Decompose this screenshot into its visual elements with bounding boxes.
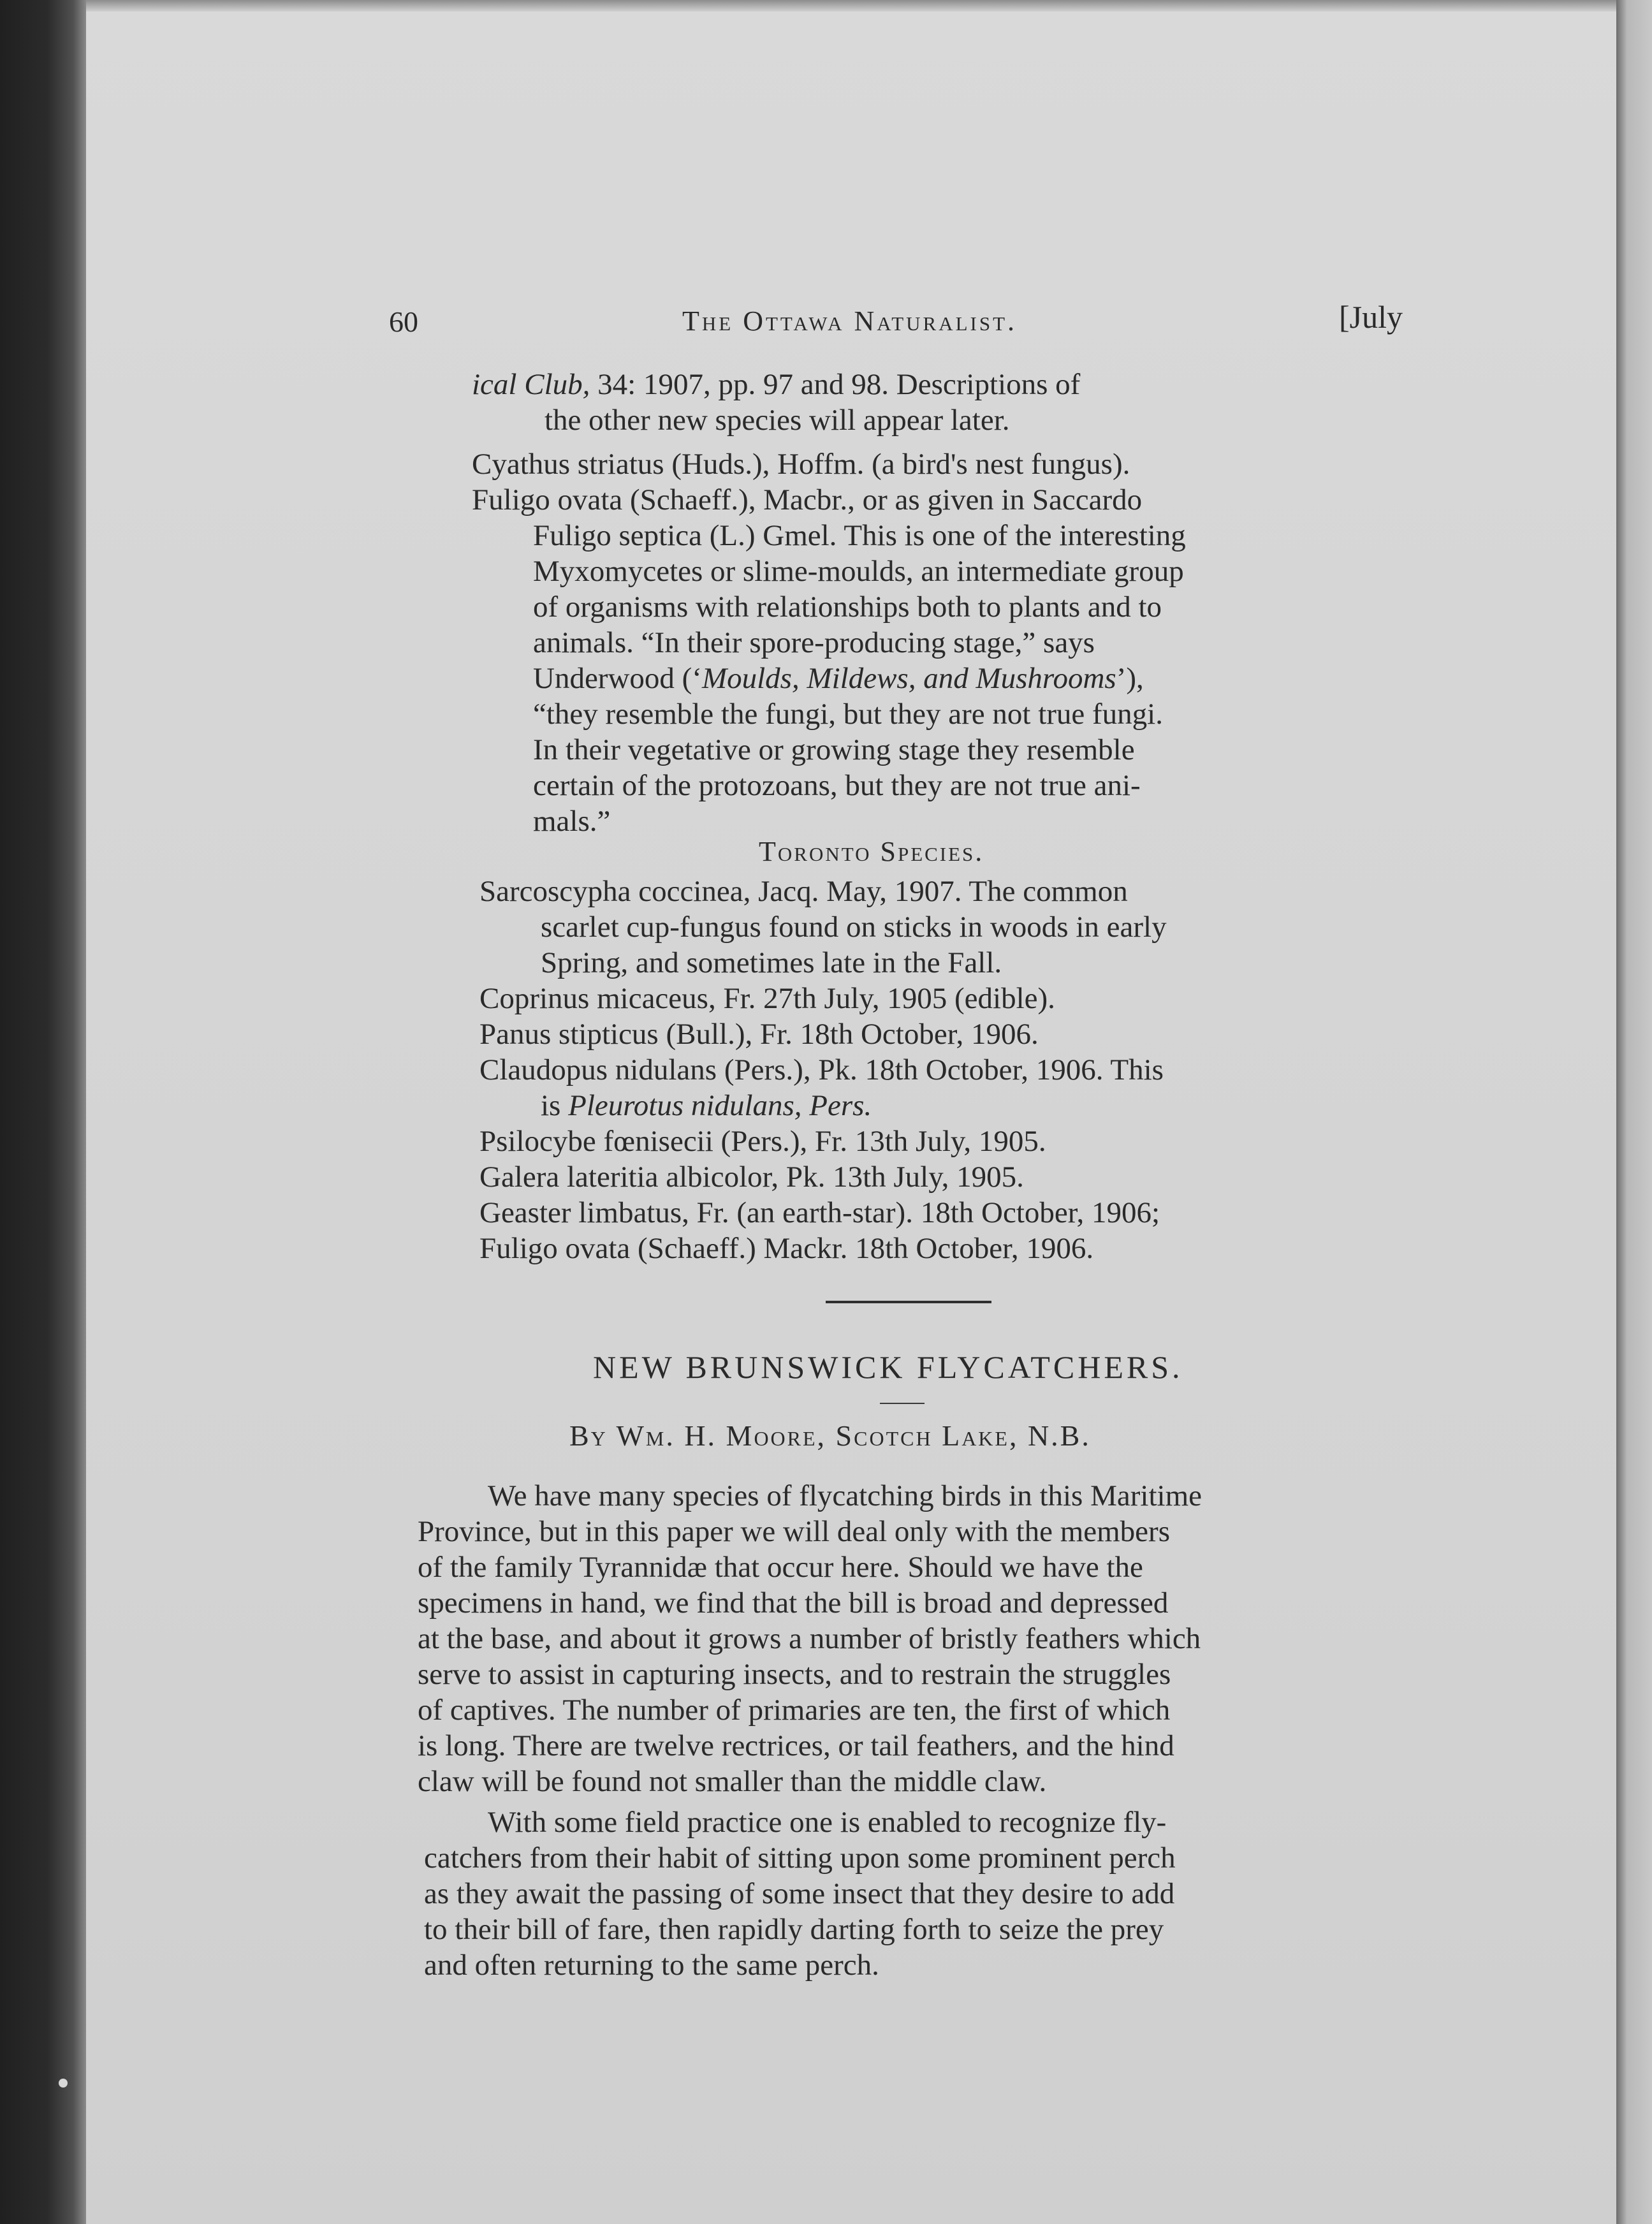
text-line: and often returning to the same perch.: [424, 1949, 879, 1982]
text-line: [479, 1088, 1167, 1123]
text-line: animals. “In their spore-producing stage,” says: [533, 626, 1095, 659]
species-entry-claudopus: Claudopus nidulans (Pers.), Pk. 18th October, 1906. This: [479, 1053, 1164, 1086]
text-line: With some field practice one is enabled to recognize fly-: [488, 1806, 1167, 1839]
text-line: mals.”: [533, 805, 611, 838]
text-line: is long. There are twelve rectrices, or tail feathers, and the hind: [418, 1729, 1174, 1762]
text-line: [472, 367, 1080, 402]
text-line: of organisms with relationships both to plants and to: [533, 590, 1162, 624]
article-byline: By Wm. H. Moore, Scotch Lake, N.B.: [569, 1419, 1091, 1452]
italic-text: Pleurotus nidulans, Pers.: [568, 1089, 872, 1122]
underwood-suffix: ’),: [1116, 662, 1144, 695]
issue-month: [July: [1339, 299, 1403, 335]
running-head: [389, 298, 1403, 337]
text-line: scarlet cup-fungus found on sticks in woods in early: [541, 911, 1167, 944]
species-entry-fuligo: Fuligo ovata (Schaeff.), Macbr., or as given in Saccardo: [472, 483, 1143, 516]
text-line: claw will be found not smaller than the middle claw.: [418, 1765, 1047, 1798]
text-line: specimens in hand, we find that the bill is broad and depressed: [418, 1586, 1169, 1620]
italic-text: ical Club,: [472, 368, 590, 401]
toronto-species-list: [479, 874, 1167, 1266]
text-line: [472, 661, 1186, 696]
page-right-edge: [1616, 0, 1652, 2224]
title-rule: [880, 1403, 925, 1404]
text-line-rest: 34: 1907, pp. 97 and 98. Descriptions of: [590, 368, 1081, 401]
text-line: of the family Tyrannidæ that occur here. Should we have the: [418, 1551, 1143, 1584]
text-line: at the base, and about it grows a number of bristly feathers which: [418, 1622, 1201, 1655]
binding-mark: [59, 2079, 68, 2088]
journal-title: The Ottawa Naturalist.: [682, 305, 1018, 337]
book-binding: [0, 0, 86, 2224]
text-line: serve to assist in capturing insects, and to restrain the struggles: [418, 1658, 1171, 1691]
text-line: In their vegetative or growing stage they resemble: [533, 733, 1135, 766]
species-entry-panus: Panus stipticus (Bull.), Fr. 18th October, 1906.: [479, 1018, 1039, 1051]
species-entry-fuligo-ovata: Fuligo ovata (Schaeff.) Mackr. 18th October, 1906.: [479, 1232, 1094, 1265]
species-entry-cyathus: Cyathus striatus (Huds.), Hoffm. (a bird's nest fungus).: [472, 448, 1130, 481]
text-line: Fuligo septica (L.) Gmel. This is one of the interesting: [533, 519, 1186, 552]
article-paragraph-2: [424, 1804, 1176, 1983]
text-line: Province, but in this paper we will deal only with the members: [418, 1515, 1170, 1548]
species-entry-galera: Galera lateritia albicolor, Pk. 13th July, 1905.: [479, 1160, 1024, 1194]
continuation-text: [472, 367, 1080, 438]
page-top-edge: [86, 0, 1616, 11]
book-title: Moulds, Mildews, and Mushrooms: [701, 662, 1116, 695]
section-divider: [826, 1301, 991, 1303]
species-entry-coprinus: Coprinus micaceus, Fr. 27th July, 1905 (edible).: [479, 982, 1055, 1015]
section-heading: Toronto Species.: [759, 836, 984, 867]
text-fragment: is: [541, 1089, 569, 1122]
text-line: certain of the protozoans, but they are not true ani-: [533, 769, 1141, 802]
species-entry-sarcoscypha: Sarcoscypha coccinea, Jacq. May, 1907. The common: [479, 875, 1128, 908]
text-line: the other new species will appear later.: [545, 404, 1010, 437]
article-paragraph-1: [418, 1478, 1202, 1799]
species-entry-psilocybe: Psilocybe fœnisecii (Pers.), Fr. 13th July, 1905.: [479, 1125, 1046, 1158]
underwood-prefix: Underwood (‘: [533, 662, 702, 695]
text-line: Spring, and sometimes late in the Fall.: [541, 946, 1002, 979]
text-line: as they await the passing of some insect that they desire to add: [424, 1877, 1175, 1910]
text-line: catchers from their habit of sitting upon some prominent perch: [424, 1841, 1176, 1875]
species-list-top: [472, 446, 1186, 839]
text-line: Myxomycetes or slime-moulds, an intermediate group: [533, 555, 1184, 588]
text-line: to their bill of fare, then rapidly darting forth to seize the prey: [424, 1913, 1164, 1946]
article-title: NEW BRUNSWICK FLYCATCHERS.: [593, 1349, 1183, 1385]
text-line: We have many species of flycatching birds in this Maritime: [488, 1479, 1202, 1512]
text-line: of captives. The number of primaries are ten, the first of which: [418, 1694, 1171, 1727]
page-number: 60: [389, 305, 418, 338]
species-entry-geaster: Geaster limbatus, Fr. (an earth-star). 18th October, 1906;: [479, 1196, 1160, 1229]
text-line: “they resemble the fungi, but they are not true fungi.: [533, 698, 1163, 731]
